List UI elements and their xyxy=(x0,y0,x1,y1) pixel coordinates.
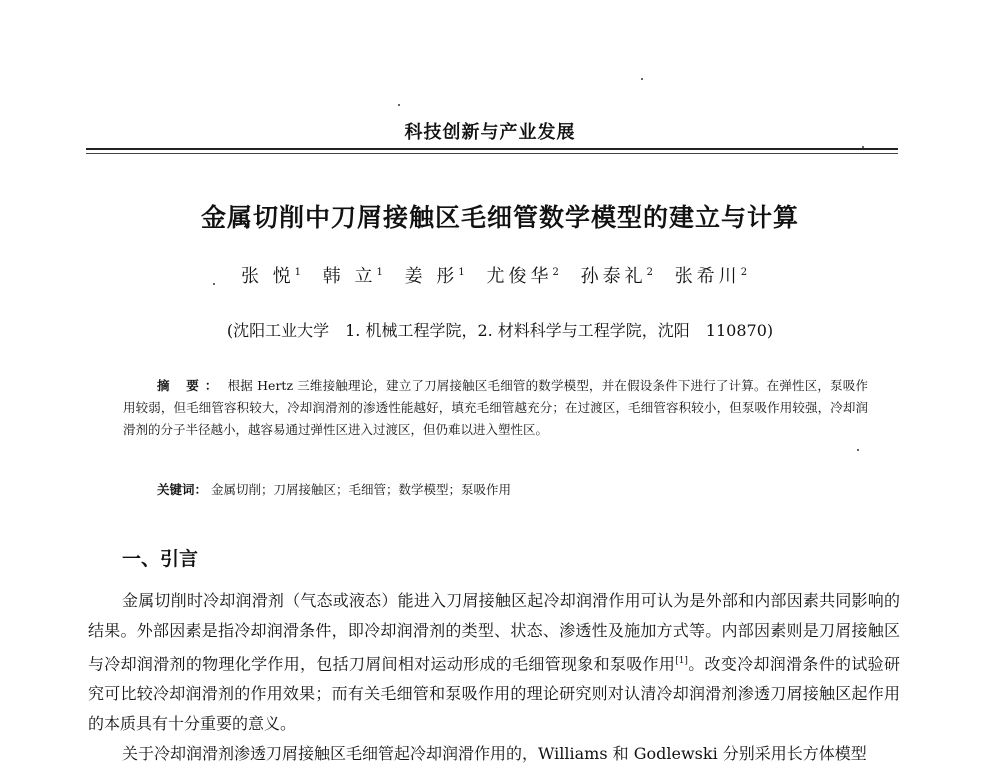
header-rule-thick xyxy=(86,148,898,150)
author-name: 张 悦 xyxy=(240,266,295,287)
author-list xyxy=(200,262,800,288)
section-heading: 一、引言 xyxy=(122,548,199,570)
scan-speck xyxy=(213,283,215,285)
author-affiliation-mark: 2 xyxy=(646,267,653,278)
citation-mark: [1] xyxy=(675,656,688,666)
journal-header: 科技创新与产业发展 xyxy=(404,122,576,143)
author-affiliation-mark: 1 xyxy=(458,267,465,278)
paragraph-text: 金属切削时冷却润滑剂（气态或液态）能进入刀屑接触区起冷却润滑作用可认为是外部和内部因素共同影响的结果。外部因素是指冷却润滑条件，即冷却润滑剂的类型、状态、渗透性及施加方式等。内部因素则是刀屑接触区与冷却润滑剂的物理化学作用，包括刀屑间相对运动形成的毛细管现象和泵吸作用 xyxy=(88,591,900,674)
affiliation: (沈阳工业大学 1. 机械工程学院，2. 材料科学与工程学院，沈阳 110870) xyxy=(226,321,774,340)
author-affiliation-mark: 1 xyxy=(376,267,383,278)
keywords xyxy=(157,480,857,498)
paper-title: 金属切削中刀屑接触区毛细管数学模型的建立与计算 xyxy=(200,203,799,232)
abstract xyxy=(123,375,868,441)
author-affiliation-mark: 1 xyxy=(294,267,302,278)
scan-speck xyxy=(862,146,864,148)
keywords-text: 金属切削；刀屑接触区；毛细管；数学模型；泵吸作用 xyxy=(211,482,512,497)
header-rule-thin xyxy=(86,153,898,154)
scan-speck xyxy=(641,78,643,80)
abstract-text: 根据 Hertz 三维接触理论，建立了刀屑接触区毛细管的数学模型，并在假设条件下进行了计算。在弹性区，泵吸作用较弱，但毛细管容积较大，冷却润滑剂的渗透性能越好，填充毛细管越充分；在过渡区，毛细管容积较小，但泵吸作用较强，冷却润滑剂的分子半径越小，越容易通过弹性区进入过渡区，但仍难以进入塑性区。 xyxy=(123,378,868,437)
author-name: 张希川 xyxy=(674,266,741,287)
author-affiliation-mark: 2 xyxy=(740,267,748,278)
author-affiliation-mark: 2 xyxy=(552,267,559,278)
keywords-label: 关键词： xyxy=(157,482,208,497)
author-name: 韩 立 xyxy=(322,266,377,287)
paragraph: 关于冷却润滑剂渗透刀屑接触区毛细管起冷却润滑作用的，Williams 和 Godlewski 分别采用长方体模型 xyxy=(122,744,867,764)
scan-speck xyxy=(398,104,400,106)
abstract-label: 摘 要： xyxy=(157,378,224,393)
paragraph xyxy=(88,586,900,739)
author-name: 孙泰礼 xyxy=(580,266,647,287)
author-name: 尤俊华 xyxy=(486,266,553,287)
scan-speck xyxy=(857,449,859,451)
paragraph-text: 。改变冷却润滑条件的试验研究可比较冷却润滑剂的作用效果；而有关毛细管和泵吸作用的理论研究则对认清冷却润滑剂渗透刀屑接触区起作用的本质具有十分重要的意义。 xyxy=(88,654,900,734)
author-name: 姜 彤 xyxy=(404,266,459,287)
